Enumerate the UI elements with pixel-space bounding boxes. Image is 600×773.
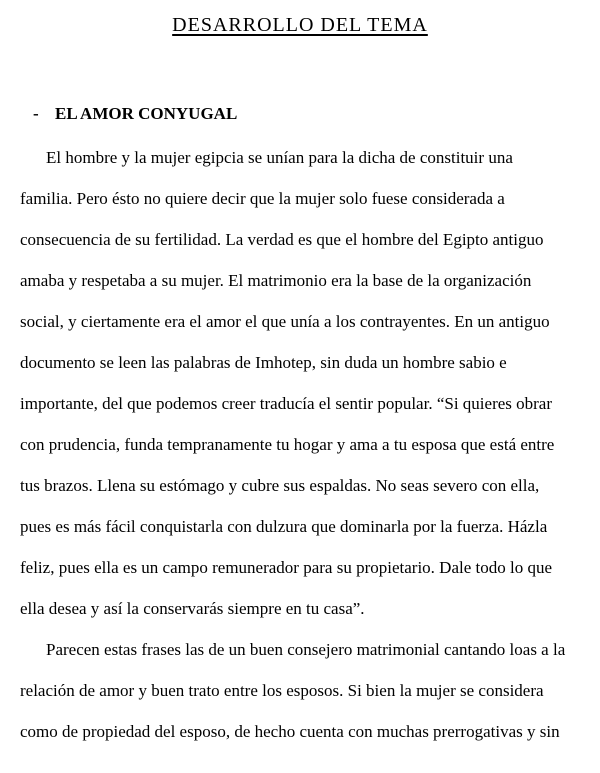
- paragraph-line: pues es más fácil conquistarla con dulzura que dominarla por la fuerza. Házla: [20, 517, 548, 536]
- paragraph-line: con prudencia, funda tempranamente tu hogar y ama a tu esposa que está entre: [20, 435, 555, 454]
- paragraph-line: relación de amor y buen trato entre los esposos. Si bien la mujer se considera: [20, 681, 544, 700]
- page-title: DESARROLLO DEL TEMA: [172, 14, 428, 36]
- paragraph-line: documento se leen las palabras de Imhotep, sin duda un hombre sabio e: [20, 353, 507, 372]
- paragraph-line: amaba y respetaba a su mujer. El matrimonio era la base de la organización: [20, 271, 532, 290]
- section-heading: EL AMOR CONYUGAL: [55, 104, 238, 123]
- section-bullet: -: [33, 104, 39, 123]
- paragraph-line: El hombre y la mujer egipcia se unían para la dicha de constituir una: [46, 148, 513, 167]
- paragraph-line: como de propiedad del esposo, de hecho cuenta con muchas prerrogativas y sin: [20, 722, 560, 741]
- paragraph-line: importante, del que podemos creer traducía el sentir popular. “Si quieres obrar: [20, 394, 553, 413]
- paragraph-line: consecuencia de su fertilidad. La verdad es que el hombre del Egipto antiguo: [20, 230, 544, 249]
- paragraph-line: tus brazos. Llena su estómago y cubre sus espaldas. No seas severo con ella,: [20, 476, 540, 495]
- section-heading-row: [33, 104, 237, 124]
- paragraph-line: ella desea y así la conservarás siempre en tu casa”.: [20, 599, 365, 618]
- paragraph-line: familia. Pero ésto no quiere decir que la mujer solo fuese considerada a: [20, 189, 505, 208]
- paragraph-line: Parecen estas frases las de un buen consejero matrimonial cantando loas a la: [46, 640, 566, 659]
- paragraph-line: feliz, pues ella es un campo remunerador para su propietario. Dale todo lo que: [20, 558, 552, 577]
- paragraph-line: social, y ciertamente era el amor el que unía a los contrayentes. En un antiguo: [20, 312, 550, 331]
